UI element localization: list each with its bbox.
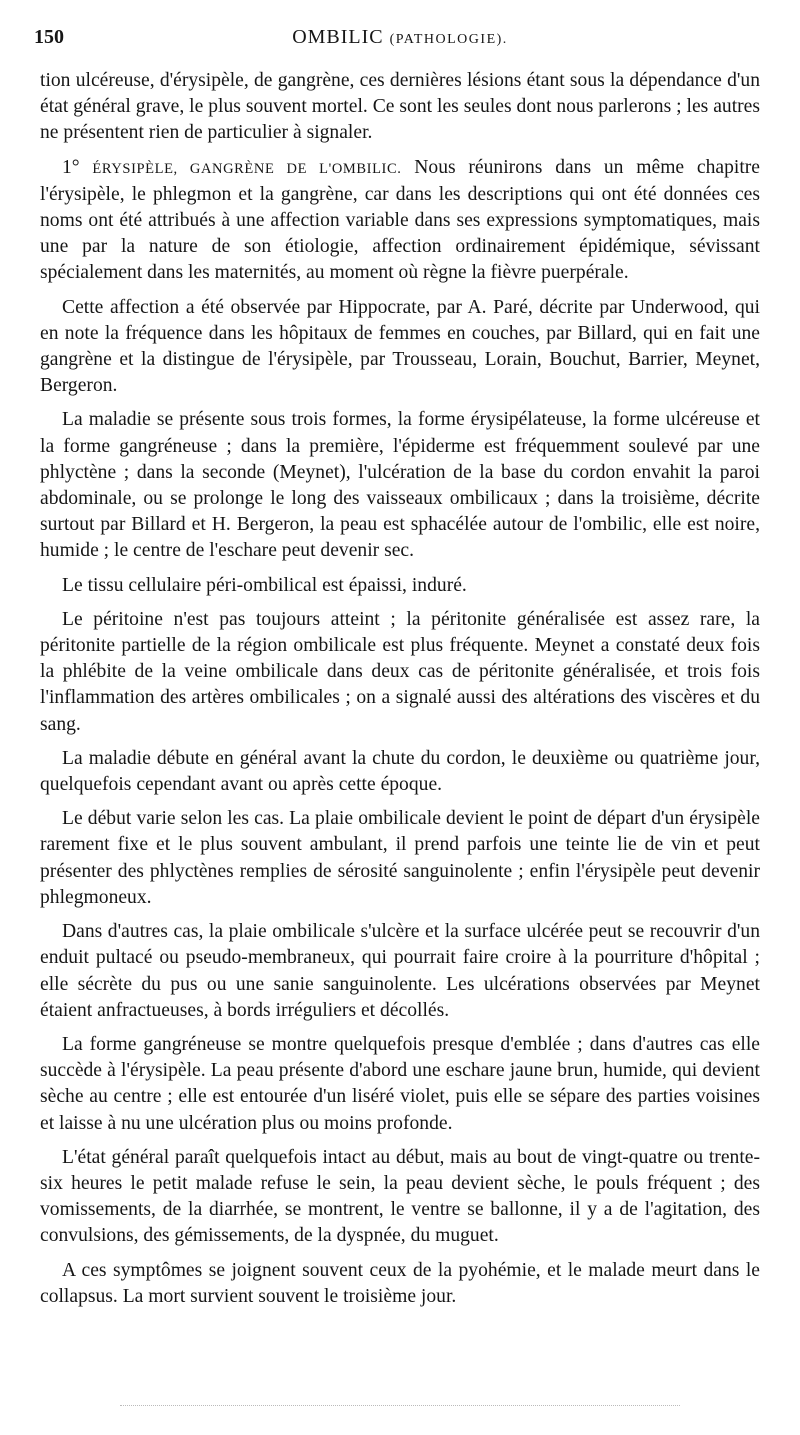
running-head — [34, 26, 760, 52]
body-text — [40, 68, 760, 1310]
running-title-sub: (PATHOLOGIE). — [389, 32, 508, 47]
paragraph: Dans d'autres cas, la plaie ombilicale s'ulcère et la surface ulcérée peut se recouvrir d'un enduit pultacé ou pseudo-membraneux, qui pourrait faire croire à la pourriture d'hôpital ; elle sécrète du pus ou une sanie sanguinolente. Les ulcérations observées par Meynet étaient anfractueuses, à bords irréguliers et décollés. — [40, 921, 760, 1021]
paragraph: Le début varie selon les cas. La plaie ombilicale devient le point de départ d'un érysipèle rarement fixe et le plus souvent ambulant, il prend parfois une teinte lie de vin et peut présenter des phlyctènes remplies de sérosité sanguinolente ; enfin l'érysipèle peut devenir phlegmoneux. — [40, 808, 760, 908]
running-title-main: OMBILIC — [292, 26, 384, 48]
page-number: 150 — [34, 26, 64, 48]
page — [34, 26, 760, 1318]
page-bottom-dots — [120, 1405, 680, 1410]
paragraph: La maladie se présente sous trois formes, la forme érysipélateuse, la forme ulcéreuse et la forme gangréneuse ; dans la première, l'épiderme est fréquemment soulevé par une phlyctène ; dans la seconde (Meynet), l'ulcération de la base du cordon envahit la paroi abdominale, ou se prolonge le long des vaisseaux ombilicaux ; dans la troisième, décrite surtout par Billard et H. Bergeron, la peau est sphacélée autour de l'ombilic, elle est noire, humide ; le centre de l'eschare peut devenir sec. — [40, 409, 760, 562]
paragraph: Le tissu cellulaire péri-ombilical est épaissi, induré. — [62, 574, 467, 596]
section-number: 1° — [62, 156, 80, 178]
paragraph: A ces symptômes se joignent souvent ceux de la pyohémie, et le malade meurt dans le collapsus. La mort survient souvent le troisième jour. — [40, 1259, 760, 1307]
paragraph: tion ulcéreuse, d'érysipèle, de gangrène, ces dernières lésions étant sous la dépendance d'un état général grave, le plus souvent mortel. Ce sont les seules dont nous parlerons ; les autres ne présentent rien de particulier à signaler. — [40, 70, 760, 144]
paragraph: Le péritoine n'est pas toujours atteint ; la péritonite généralisée est assez rare, la péritonite partielle de la région ombilicale est plus fréquente. Meynet a constaté deux fois la phlébite de la veine ombilicale dans deux cas de péritonite généralisée, et trois fois l'inflammation des artères ombilicales ; on a signalé aussi des altérations des viscères et du sang. — [40, 608, 760, 735]
paragraph: Cette affection a été observée par Hippocrate, par A. Paré, décrite par Underwood, qui en note la fréquence dans les hôpitaux de femmes en couches, par Billard, qui en fait une gangrène et la distingue de l'érysipèle, par Trousseau, Lorain, Bouchut, Barrier, Meynet, Bergeron. — [40, 296, 760, 397]
section-paragraph — [40, 155, 760, 287]
paragraph: La maladie débute en général avant la chute du cordon, le deuxième ou quatrième jour, quelquefois cependant avant ou après cette époque. — [40, 747, 760, 796]
section-heading: ÉRYSIPÈLE, GANGRÈNE DE L'OMBILIC. — [92, 160, 402, 177]
paragraph: La forme gangréneuse se montre quelquefois presque d'emblée ; dans d'autres cas elle succède à l'érysipèle. La peau présente d'abord une eschare jaune brun, humide, qui devient sèche au centre ; elle est entourée d'un liséré violet, puis elle se sépare des parties voisines et laisse à nu une ulcération plus ou moins profonde. — [40, 1033, 760, 1134]
paragraph: L'état général paraît quelquefois intact au début, mais au bout de vingt-quatre ou trente-six heures le petit malade refuse le sein, la peau devient sèche, le pouls fréquent ; des vomissements, de la diarrhée, se montrent, le ventre se ballonne, il y a de l'agitation, des convulsions, des gémissements, de la dyspnée, du muguet. — [40, 1146, 760, 1247]
section-text: Nous réunirons dans un même chapitre l'érysipèle, le phlegmon et la gangrène, car dans les descriptions qui ont été données ces noms ont été attribués à une affection variable dans ses expressions symptomatiques, mais une par la nature de son étiologie, affection ordinairement épidémique, sévissant spécialement dans les maternités, au moment où règne la fièvre puerpérale. — [40, 156, 760, 284]
running-title — [40, 26, 760, 49]
